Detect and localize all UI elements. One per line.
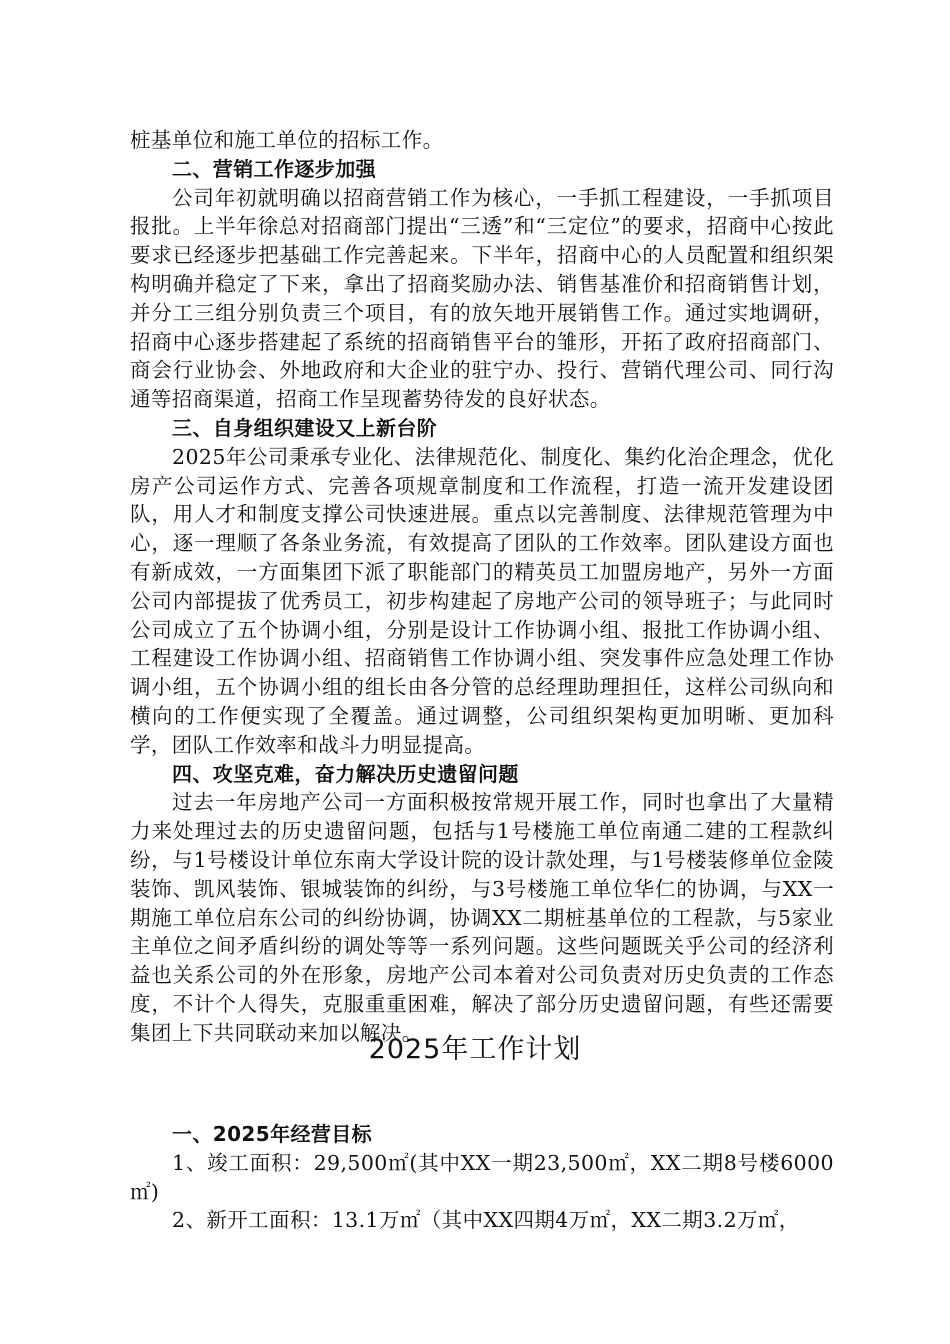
paragraph-history-issues: 过去一年房地产公司一方面积极按常规开展工作，同时也拿出了大量精力来处理过去的历史遗留问题，包括与1号楼施工单位南通二建的工程款纠纷，与1号楼设计单位东南大学设计院的设计款处理，与1号楼装修单位金陵装饰、凯风装饰、银城装饰的纠纷，与3号楼施工单位华仁的协调，与XX一期施工单位启东公司的纠纷协调，协调XX二期桩基单位的工程款，与5家业主单位之间矛盾纠纷的调处等等一系列问题。这些问题既关乎公司的经济利益也关系公司的外在形象，房地产公司本着对公司负责对历史负责的工作态度，不计个人得失，克服重重困难，解决了部分历史遗留问题，有些还需要集团上下共同联动来加以解决。 [130,790,834,1045]
paragraph-organization: 2025年公司秉承专业化、法律规范化、制度化、集约化治企理念，优化房产公司运作方式、完善各项规章制度和工作流程，打造一流开发建设团队，用人才和制度支撑公司快速进展。重点以完善制度、法律规范管理为中心，逐一理顺了各条业务流，有效提高了团队的工作效率。团队建设方面也有新成效，一方面集团下派了职能部门的精英员工加盟房地产，另外一方面公司内部提拔了优秀员工，初步构建起了房地产公司的领导班子；与此同时公司成立了五个协调小组，分别是设计工作协调小组、报批工作协调小组、工程建设工作协调小组、招商销售工作协调小组、突发事件应急处理工作协调小组，五个协调小组的组长由各分管的总经理助理担任，这样公司纵向和横向的工作便实现了全覆盖。通过调整，公司组织架构更加明晰、更加科学，团队工作效率和战斗力明显提高。 [130,444,834,757]
paragraph-marketing: 公司年初就明确以招商营销工作为核心，一手抓工程建设，一手抓项目报批。上半年徐总对招商部门提出“三透”和“三定位”的要求，招商中心按此要求已经逐步把基础工作完善起来。下半年，招商中心的人员配置和组织架构明确并稳定了下来，拿出了招商奖励办法、销售基准价和招商销售计划，并分工三组分别负责三个项目，有的放矢地开展销售工作。通过实地调研，招商中心逐步搭建起了系统的招商销售平台的雏形，开拓了政府招商部门、商会行业协会、外地政府和大企业的驻宁办、投行、营销代理公司、同行沟通等招商渠道，招商工作呈现蓄势待发的良好状态。 [130,185,834,412]
plan-title: 2025年工作计划 [368,1034,582,1065]
intro-tail-paragraph: 桩基单位和施工单位的招标工作。 [130,128,444,152]
heading-history-issues: 四、攻坚克难，奋力解决历史遗留问题 [172,761,519,786]
report-body [130,126,834,1048]
target-item-completed-area: 1、竣工面积：29,500㎡(其中XX一期23,500㎡，XX二期8号楼6000㎡) [130,1150,834,1204]
target-item-new-construction: 2、新开工面积：13.1万㎡（其中XX四期4万㎡，XX二期3.2万㎡， [172,1208,800,1233]
heading-marketing: 二、营销工作逐步加强 [172,156,376,181]
heading-business-targets: 一、2025年经营目标 [172,1122,373,1146]
plan-body [130,1120,834,1235]
heading-organization: 三、自身组织建设又上新台阶 [172,415,438,440]
